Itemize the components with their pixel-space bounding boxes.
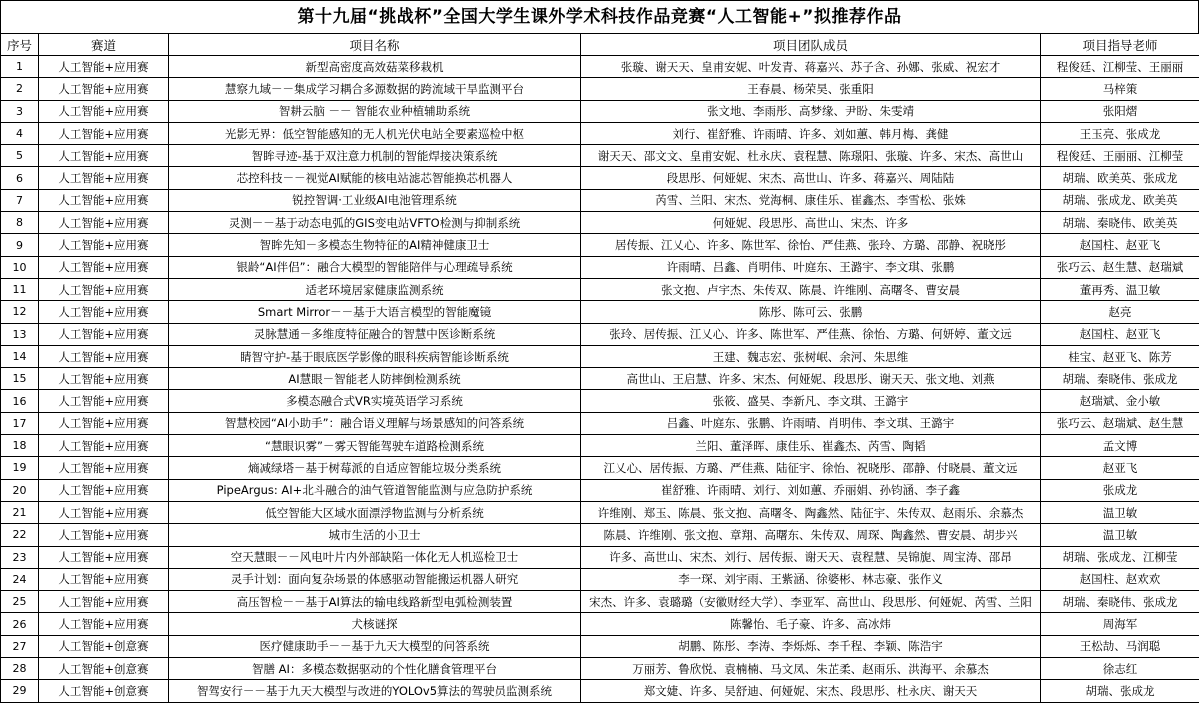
cell-advisor: 程俊廷、江柳莹、王丽丽 [1041, 56, 1199, 78]
cell-team: 何娅妮、段思彤、高世山、宋杰、许多 [581, 212, 1041, 234]
cell-team: 许多、高世山、宋杰、刘行、居传振、谢天天、袁程慧、吴锦旎、周宝涛、邵昂 [581, 546, 1041, 568]
cell-no: 22 [1, 524, 39, 546]
cell-team: 芮雪、兰阳、宋杰、党海桐、康佳乐、崔鑫杰、李雪松、张姝 [581, 189, 1041, 211]
cell-track: 人工智能+应用赛 [39, 435, 169, 457]
cell-project: 智慧校园“AI小助手”：融合语义理解与场景感知的问答系统 [169, 412, 581, 434]
table-row [1, 457, 1199, 479]
table-row [1, 658, 1199, 680]
cell-team: 郑文婕、许多、吴舒迪、何娅妮、宋杰、段思彤、杜永庆、谢天天 [581, 680, 1041, 702]
cell-project: 犬核谜探 [169, 613, 581, 635]
table-row [1, 368, 1199, 390]
cell-team: 许雨晴、吕鑫、肖明伟、叶庭东、王潞宇、李文琪、张鹏 [581, 256, 1041, 278]
cell-track: 人工智能+创意赛 [39, 635, 169, 657]
cell-no: 26 [1, 613, 39, 635]
cell-project: 智膳 AI：多模态数据驱动的个性化膳食管理平台 [169, 658, 581, 680]
cell-project: 慧察九域－－集成学习耦合多源数据的跨流域干旱监测平台 [169, 78, 581, 100]
cell-team: 许维刚、郑玉、陈晨、张文抱、高曙冬、陶鑫然、陆征宇、朱传双、赵雨乐、余慕杰 [581, 501, 1041, 523]
table-row [1, 501, 1199, 523]
table-row [1, 635, 1199, 657]
cell-project: 空天慧眼－－风电叶片内外部缺陷一体化无人机巡检卫士 [169, 546, 581, 568]
table-row [1, 524, 1199, 546]
cell-team: 高世山、王启慧、许多、宋杰、何娅妮、段思彤、谢天天、张文地、刘燕 [581, 368, 1041, 390]
cell-advisor: 胡瑞、秦晓伟、欧美英 [1041, 212, 1199, 234]
cell-advisor: 张阳熠 [1041, 100, 1199, 122]
cell-track: 人工智能+应用赛 [39, 278, 169, 300]
cell-project: 智驾安行－－基于九天大模型与改进的YOLOv5算法的驾驶员监测系统 [169, 680, 581, 702]
cell-track: 人工智能+应用赛 [39, 546, 169, 568]
cell-project: 灵脉慧通－多维度特征融合的智慧中医诊断系统 [169, 323, 581, 345]
table-row [1, 145, 1199, 167]
cell-track: 人工智能+应用赛 [39, 591, 169, 613]
cell-track: 人工智能+应用赛 [39, 100, 169, 122]
cell-track: 人工智能+应用赛 [39, 345, 169, 367]
cell-track: 人工智能+应用赛 [39, 212, 169, 234]
cell-no: 19 [1, 457, 39, 479]
sheet-title: 第十九届“挑战杯”全国大学生课外学术科技作品竞赛“人工智能+”拟推荐作品 [0, 0, 1199, 33]
cell-advisor: 温卫敏 [1041, 524, 1199, 546]
cell-team: 吕鑫、叶庭东、张鹏、许雨晴、肖明伟、李文琪、王潞宇 [581, 412, 1041, 434]
table-row [1, 167, 1199, 189]
table-row [1, 390, 1199, 412]
cell-no: 1 [1, 56, 39, 78]
cell-no: 29 [1, 680, 39, 702]
table-row [1, 546, 1199, 568]
cell-track: 人工智能+应用赛 [39, 457, 169, 479]
cell-project: 灵手计划：面向复杂场景的体感驱动智能搬运机器人研究 [169, 568, 581, 590]
table-row [1, 301, 1199, 323]
cell-team: 张玲、居传振、江乂心、许多、陈世军、严佳燕、徐怡、方璐、何妍婷、董文远 [581, 323, 1041, 345]
cell-no: 6 [1, 167, 39, 189]
cell-no: 10 [1, 256, 39, 278]
table-row [1, 591, 1199, 613]
cell-project: 多模态融合式VR实境英语学习系统 [169, 390, 581, 412]
table-row [1, 100, 1199, 122]
cell-advisor: 胡瑞、张成龙、江柳莹 [1041, 546, 1199, 568]
cell-project: AI慧眼－智能老人防摔倒检测系统 [169, 368, 581, 390]
cell-team: 张文抱、卢宇杰、朱传双、陈晨、许维刚、高曙冬、曹安晨 [581, 278, 1041, 300]
cell-project: 高压智检－－基于AI算法的输电线路新型电弧检测装置 [169, 591, 581, 613]
cell-advisor: 周海军 [1041, 613, 1199, 635]
cell-no: 17 [1, 412, 39, 434]
cell-no: 2 [1, 78, 39, 100]
cell-advisor: 王玉亮、张成龙 [1041, 122, 1199, 144]
table-row [1, 345, 1199, 367]
cell-advisor: 张巧云、赵生慧、赵瑞斌 [1041, 256, 1199, 278]
cell-project: Smart Mirror－－基于大语言模型的智能魔镜 [169, 301, 581, 323]
cell-advisor: 赵瑞斌、金小敏 [1041, 390, 1199, 412]
cell-no: 5 [1, 145, 39, 167]
cell-advisor: 桂宝、赵亚飞、陈芳 [1041, 345, 1199, 367]
cell-team: 段思彤、何娅妮、宋杰、高世山、许多、蒋嘉兴、周陆陆 [581, 167, 1041, 189]
cell-advisor: 徐志红 [1041, 658, 1199, 680]
cell-advisor: 张巧云、赵瑞斌、赵生慧 [1041, 412, 1199, 434]
cell-no: 4 [1, 122, 39, 144]
table-row [1, 479, 1199, 501]
cell-advisor: 胡瑞、张成龙 [1041, 680, 1199, 702]
cell-team: 陈晨、许维刚、张文抱、章翔、高曙东、朱传双、周琛、陶鑫然、曹安晨、胡步兴 [581, 524, 1041, 546]
cell-advisor: 马梓策 [1041, 78, 1199, 100]
cell-track: 人工智能+应用赛 [39, 189, 169, 211]
cell-advisor: 孟文博 [1041, 435, 1199, 457]
cell-project: 芯控科技－－视觉AI赋能的核电站滤芯智能换芯机器人 [169, 167, 581, 189]
cell-team: 陈馨怡、毛子豪、许多、高冰炜 [581, 613, 1041, 635]
cell-advisor: 温卫敏 [1041, 501, 1199, 523]
cell-track: 人工智能+应用赛 [39, 479, 169, 501]
cell-project: PipeArgus: AI+北斗融合的油气管道智能监测与应急防护系统 [169, 479, 581, 501]
table-row [1, 56, 1199, 78]
cell-project: 银龄“AI伴侣”：融合大模型的智能陪伴与心理疏导系统 [169, 256, 581, 278]
table-row [1, 680, 1199, 702]
cell-team: 宋杰、许多、袁璐璐（安徽财经大学）、李亚军、高世山、段思彤、何娅妮、芮雪、兰阳 [581, 591, 1041, 613]
cell-advisor: 程俊廷、王丽丽、江柳莹 [1041, 145, 1199, 167]
cell-no: 15 [1, 368, 39, 390]
cell-no: 12 [1, 301, 39, 323]
cell-team: 陈彤、陈可云、张鹏 [581, 301, 1041, 323]
cell-track: 人工智能+应用赛 [39, 234, 169, 256]
cell-advisor: 赵亮 [1041, 301, 1199, 323]
cell-advisor: 胡瑞、欧美英、张成龙 [1041, 167, 1199, 189]
cell-team: 崔舒雅、许雨晴、刘行、刘如蕙、乔丽娟、孙钧涵、李子鑫 [581, 479, 1041, 501]
cell-track: 人工智能+应用赛 [39, 167, 169, 189]
cell-no: 21 [1, 501, 39, 523]
table-row [1, 323, 1199, 345]
cell-team: 张筱、盛昊、李新凡、李文琪、王潞宇 [581, 390, 1041, 412]
header-track: 赛道 [39, 34, 169, 56]
cell-no: 3 [1, 100, 39, 122]
cell-advisor: 胡瑞、秦晓伟、张成龙 [1041, 591, 1199, 613]
cell-team: 张璇、谢天天、皇甫安妮、叶发青、蒋嘉兴、苏子含、孙娜、张威、祝宏才 [581, 56, 1041, 78]
cell-team: 王春晨、杨荣昊、张重阳 [581, 78, 1041, 100]
cell-track: 人工智能+应用赛 [39, 301, 169, 323]
cell-team: 胡鹏、陈彤、李涛、李烁烁、李千程、李颖、陈浩宇 [581, 635, 1041, 657]
cell-no: 14 [1, 345, 39, 367]
cell-project: 灵测－－基于动态电弧的GIS变电站VFTO检测与抑制系统 [169, 212, 581, 234]
header-project: 项目名称 [169, 34, 581, 56]
cell-no: 20 [1, 479, 39, 501]
cell-track: 人工智能+应用赛 [39, 390, 169, 412]
cell-project: 智耕云脑 －－ 智能农业种植辅助系统 [169, 100, 581, 122]
cell-project: “慧眼识雾”－雾天智能驾驶车道路检测系统 [169, 435, 581, 457]
header-no: 序号 [1, 34, 39, 56]
cell-track: 人工智能+应用赛 [39, 122, 169, 144]
cell-track: 人工智能+应用赛 [39, 412, 169, 434]
header-row [1, 34, 1199, 56]
cell-team: 刘行、崔舒雅、许雨晴、许多、刘如蕙、韩月梅、龚健 [581, 122, 1041, 144]
cell-advisor: 王松劼、马润聪 [1041, 635, 1199, 657]
table-row [1, 212, 1199, 234]
cell-team: 居传振、江乂心、许多、陈世军、徐怡、严佳燕、张玲、方璐、邵静、祝晓彤 [581, 234, 1041, 256]
cell-no: 7 [1, 189, 39, 211]
cell-track: 人工智能+应用赛 [39, 568, 169, 590]
table-row [1, 122, 1199, 144]
cell-no: 18 [1, 435, 39, 457]
cell-project: 熵减绿塔－基于树莓派的自适应智能垃圾分类系统 [169, 457, 581, 479]
cell-project: 低空智能大区域水面漂浮物监测与分析系统 [169, 501, 581, 523]
cell-advisor: 赵国柱、赵亚飞 [1041, 234, 1199, 256]
cell-no: 24 [1, 568, 39, 590]
table-row [1, 189, 1199, 211]
cell-no: 16 [1, 390, 39, 412]
header-advisor: 项目指导老师 [1041, 34, 1199, 56]
cell-advisor: 赵国柱、赵亚飞 [1041, 323, 1199, 345]
cell-project: 智眸寻迹-基于双注意力机制的智能焊接决策系统 [169, 145, 581, 167]
table-row [1, 78, 1199, 100]
table-row [1, 435, 1199, 457]
cell-project: 适老环境居家健康监测系统 [169, 278, 581, 300]
cell-track: 人工智能+应用赛 [39, 501, 169, 523]
cell-no: 28 [1, 658, 39, 680]
cell-team: 王建、魏志宏、张树岷、余河、朱思维 [581, 345, 1041, 367]
table-row [1, 412, 1199, 434]
cell-track: 人工智能+应用赛 [39, 613, 169, 635]
cell-track: 人工智能+应用赛 [39, 56, 169, 78]
cell-track: 人工智能+应用赛 [39, 256, 169, 278]
cell-track: 人工智能+创意赛 [39, 680, 169, 702]
cell-team: 李一琛、刘宇雨、王紫涵、徐婆彬、林志豪、张作义 [581, 568, 1041, 590]
cell-advisor: 胡瑞、秦晓伟、张成龙 [1041, 368, 1199, 390]
cell-project: 城市生活的小卫士 [169, 524, 581, 546]
cell-project: 锐控智调·工业级AI电池管理系统 [169, 189, 581, 211]
table-row [1, 234, 1199, 256]
cell-no: 25 [1, 591, 39, 613]
cell-no: 9 [1, 234, 39, 256]
cell-no: 23 [1, 546, 39, 568]
table-row [1, 613, 1199, 635]
table-row [1, 568, 1199, 590]
table-row [1, 278, 1199, 300]
cell-no: 8 [1, 212, 39, 234]
cell-no: 27 [1, 635, 39, 657]
cell-project: 新型高密度高效菇菜移栽机 [169, 56, 581, 78]
cell-advisor: 董再秀、温卫敏 [1041, 278, 1199, 300]
cell-project: 智眸先知－多模态生物特征的AI精神健康卫士 [169, 234, 581, 256]
cell-track: 人工智能+应用赛 [39, 145, 169, 167]
cell-project: 光影无界：低空智能感知的无人机光伏电站全要素巡检中枢 [169, 122, 581, 144]
cell-team: 兰阳、董泽晖、康佳乐、崔鑫杰、芮雪、陶韬 [581, 435, 1041, 457]
cell-advisor: 赵亚飞 [1041, 457, 1199, 479]
cell-no: 13 [1, 323, 39, 345]
cell-team: 张文地、李雨彤、高梦缘、尹盼、朱雯靖 [581, 100, 1041, 122]
cell-project: 睛智守护-基于眼底医学影像的眼科疾病智能诊断系统 [169, 345, 581, 367]
table-row [1, 256, 1199, 278]
recommendation-table [0, 33, 1199, 703]
cell-track: 人工智能+应用赛 [39, 78, 169, 100]
cell-track: 人工智能+应用赛 [39, 368, 169, 390]
cell-project: 医疗健康助手－－基于九天大模型的问答系统 [169, 635, 581, 657]
cell-advisor: 张成龙 [1041, 479, 1199, 501]
header-team: 项目团队成员 [581, 34, 1041, 56]
cell-team: 万丽芳、鲁欣悦、袁楠楠、马文凤、朱芷柔、赵雨乐、洪海平、余慕杰 [581, 658, 1041, 680]
cell-advisor: 胡瑞、张成龙、欧美英 [1041, 189, 1199, 211]
cell-track: 人工智能+应用赛 [39, 524, 169, 546]
cell-no: 11 [1, 278, 39, 300]
cell-track: 人工智能+应用赛 [39, 323, 169, 345]
cell-track: 人工智能+创意赛 [39, 658, 169, 680]
cell-team: 谢天天、邵文文、皇甫安妮、杜永庆、袁程慧、陈璟阳、张璇、许多、宋杰、高世山 [581, 145, 1041, 167]
cell-team: 江乂心、居传振、方璐、严佳燕、陆征宇、徐怡、祝晓彤、邵静、付晓晨、董文远 [581, 457, 1041, 479]
cell-advisor: 赵国柱、赵欢欢 [1041, 568, 1199, 590]
